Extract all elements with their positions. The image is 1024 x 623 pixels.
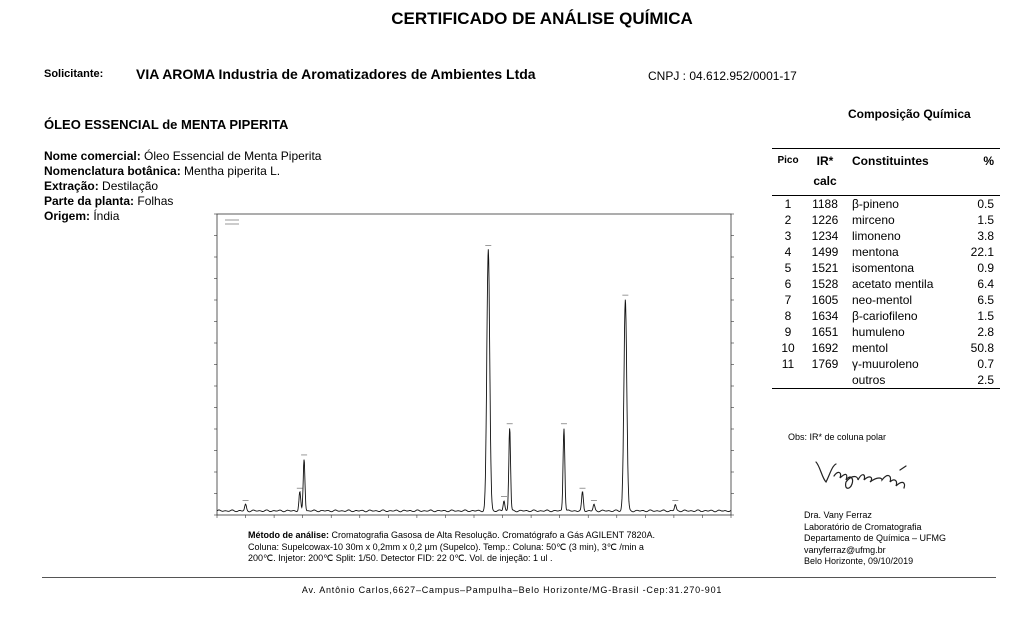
row-pico: 8: [784, 309, 792, 323]
row-constituent: γ-muuroleno: [852, 357, 919, 371]
table-row: [772, 244, 1000, 260]
row-percent: 0.7: [977, 357, 994, 371]
row-ir: 1234: [811, 229, 839, 243]
header-ir-calc: calc: [804, 173, 846, 196]
row-ir: 1769: [811, 357, 839, 371]
row-percent: 0.9: [977, 261, 994, 275]
row-percent: 1.5: [977, 213, 994, 227]
header-percent: %: [958, 149, 1000, 174]
product-title: ÓLEO ESSENCIAL de MENTA PIPERITA: [44, 117, 289, 132]
row-pico: 5: [784, 261, 792, 275]
row-constituent: neo-mentol: [852, 293, 913, 307]
chromatogram-trace: [217, 249, 731, 512]
info-origin: Origem: Índia: [44, 209, 120, 223]
signer-name: Dra. Vany Ferraz: [804, 510, 872, 520]
row-pico: 4: [784, 245, 792, 259]
row-constituent: outros: [846, 372, 958, 389]
table-row: [772, 260, 1000, 276]
composition-table: [772, 148, 1000, 389]
row-constituent: limoneno: [852, 229, 901, 243]
table-row: [772, 324, 1000, 340]
obs-note: Obs: IR* de coluna polar: [788, 432, 887, 442]
row-constituent: β-cariofileno: [852, 309, 918, 323]
row-ir: 1634: [811, 309, 839, 323]
table-row: [772, 196, 1000, 213]
signer-email: vanyferraz@ufmg.br: [804, 544, 886, 555]
row-constituent: isomentona: [852, 261, 915, 275]
row-constituent: mentona: [852, 245, 899, 259]
row-constituent: mirceno: [852, 213, 895, 227]
row-constituent: acetato mentila: [852, 277, 934, 291]
row-pico: 9: [784, 325, 792, 339]
row-constituent: mentol: [852, 341, 889, 355]
row-percent: 2.5: [958, 372, 1000, 389]
row-ir: 1605: [811, 293, 839, 307]
header-constituents: Constituintes: [846, 149, 958, 174]
row-percent: 50.8: [970, 341, 994, 355]
row-percent: 22.1: [970, 245, 994, 259]
method-text: Método de análise: Cromatografia Gasosa de Alta Resolução. Cromatógrafo a Gás AGILENT 7820A. Coluna: Supelcowax-10 30m x 0,2mm x 0,2 µm (Supelco). Temp.: Coluna: 50℃ (3 min), 3℃ /min a 200℃. Injetor: 200℃ Split: 1/50. Detector FID: 22 0℃. Vol. de injeção: 1 ul .: [248, 530, 656, 563]
row-percent: 6.5: [977, 293, 994, 307]
row-pico: 2: [784, 213, 792, 227]
requester-name: VIA AROMA Industria de Aromatizadores de Ambientes Ltda: [136, 66, 536, 82]
info-botanical-name: Nomenclatura botânica: Mentha piperita L.: [44, 164, 281, 178]
row-constituent: humuleno: [852, 325, 905, 339]
row-pico: 1: [784, 197, 792, 211]
row-ir: 1521: [811, 261, 839, 275]
row-pico: 10: [781, 341, 795, 355]
row-ir: 1692: [811, 341, 839, 355]
signer-lab: Laboratório de Cromatografia: [804, 521, 922, 532]
plot-frame: [217, 214, 731, 515]
row-pico: 6: [784, 277, 792, 291]
cnpj: CNPJ : 04.612.952/0001-17: [648, 69, 797, 83]
row-percent: 1.5: [977, 309, 994, 323]
row-pico: 11: [781, 357, 795, 371]
signer-dept: Departamento de Química – UFMG: [804, 533, 947, 543]
row-percent: 6.4: [977, 277, 994, 291]
row-ir: 1651: [811, 325, 839, 339]
row-ir: 1499: [811, 245, 839, 259]
row-ir: 1226: [811, 213, 839, 227]
row-pico: 3: [784, 229, 792, 243]
composition-title: Composição Química: [848, 107, 971, 121]
row-ir: [804, 372, 846, 389]
info-commercial-name: Nome comercial: Óleo Essencial de Menta Piperita: [44, 149, 322, 163]
info-extraction: Extração: Destilação: [44, 179, 159, 193]
header-ir: IR*: [804, 149, 846, 174]
table-row: [772, 228, 1000, 244]
row-percent: 2.8: [977, 325, 994, 339]
signer-place-date: Belo Horizonte, 09/10/2019: [804, 556, 914, 566]
row-percent: 0.5: [977, 197, 994, 211]
table-row: [772, 292, 1000, 308]
table-row: [772, 372, 1000, 389]
table-row: [772, 308, 1000, 324]
row-pico: 7: [784, 293, 792, 307]
row-ir: 1188: [812, 197, 838, 211]
footer-divider: [42, 577, 996, 578]
header-pico: Pico: [772, 149, 804, 174]
row-percent: 3.8: [977, 229, 994, 243]
row-constituent: β-pineno: [852, 197, 899, 211]
chromatogram: [195, 207, 745, 527]
row-ir: 1528: [811, 277, 839, 291]
table-row: [772, 212, 1000, 228]
table-row: [772, 340, 1000, 356]
signature-image: [812, 456, 912, 496]
info-plant-part: Parte da planta: Folhas: [44, 194, 174, 208]
footer-address: Av. Antônio Carlos,6627–Campus–Pampulha–Belo Horizonte/MG-Brasil -Cep:31.270-901: [301, 585, 723, 595]
table-row: [772, 276, 1000, 292]
row-pico: [772, 372, 804, 389]
table-row: [772, 356, 1000, 372]
requester-label: Solicitante:: [44, 68, 104, 80]
page-title: CERTIFICADO DE ANÁLISE QUÍMICA: [391, 9, 693, 28]
